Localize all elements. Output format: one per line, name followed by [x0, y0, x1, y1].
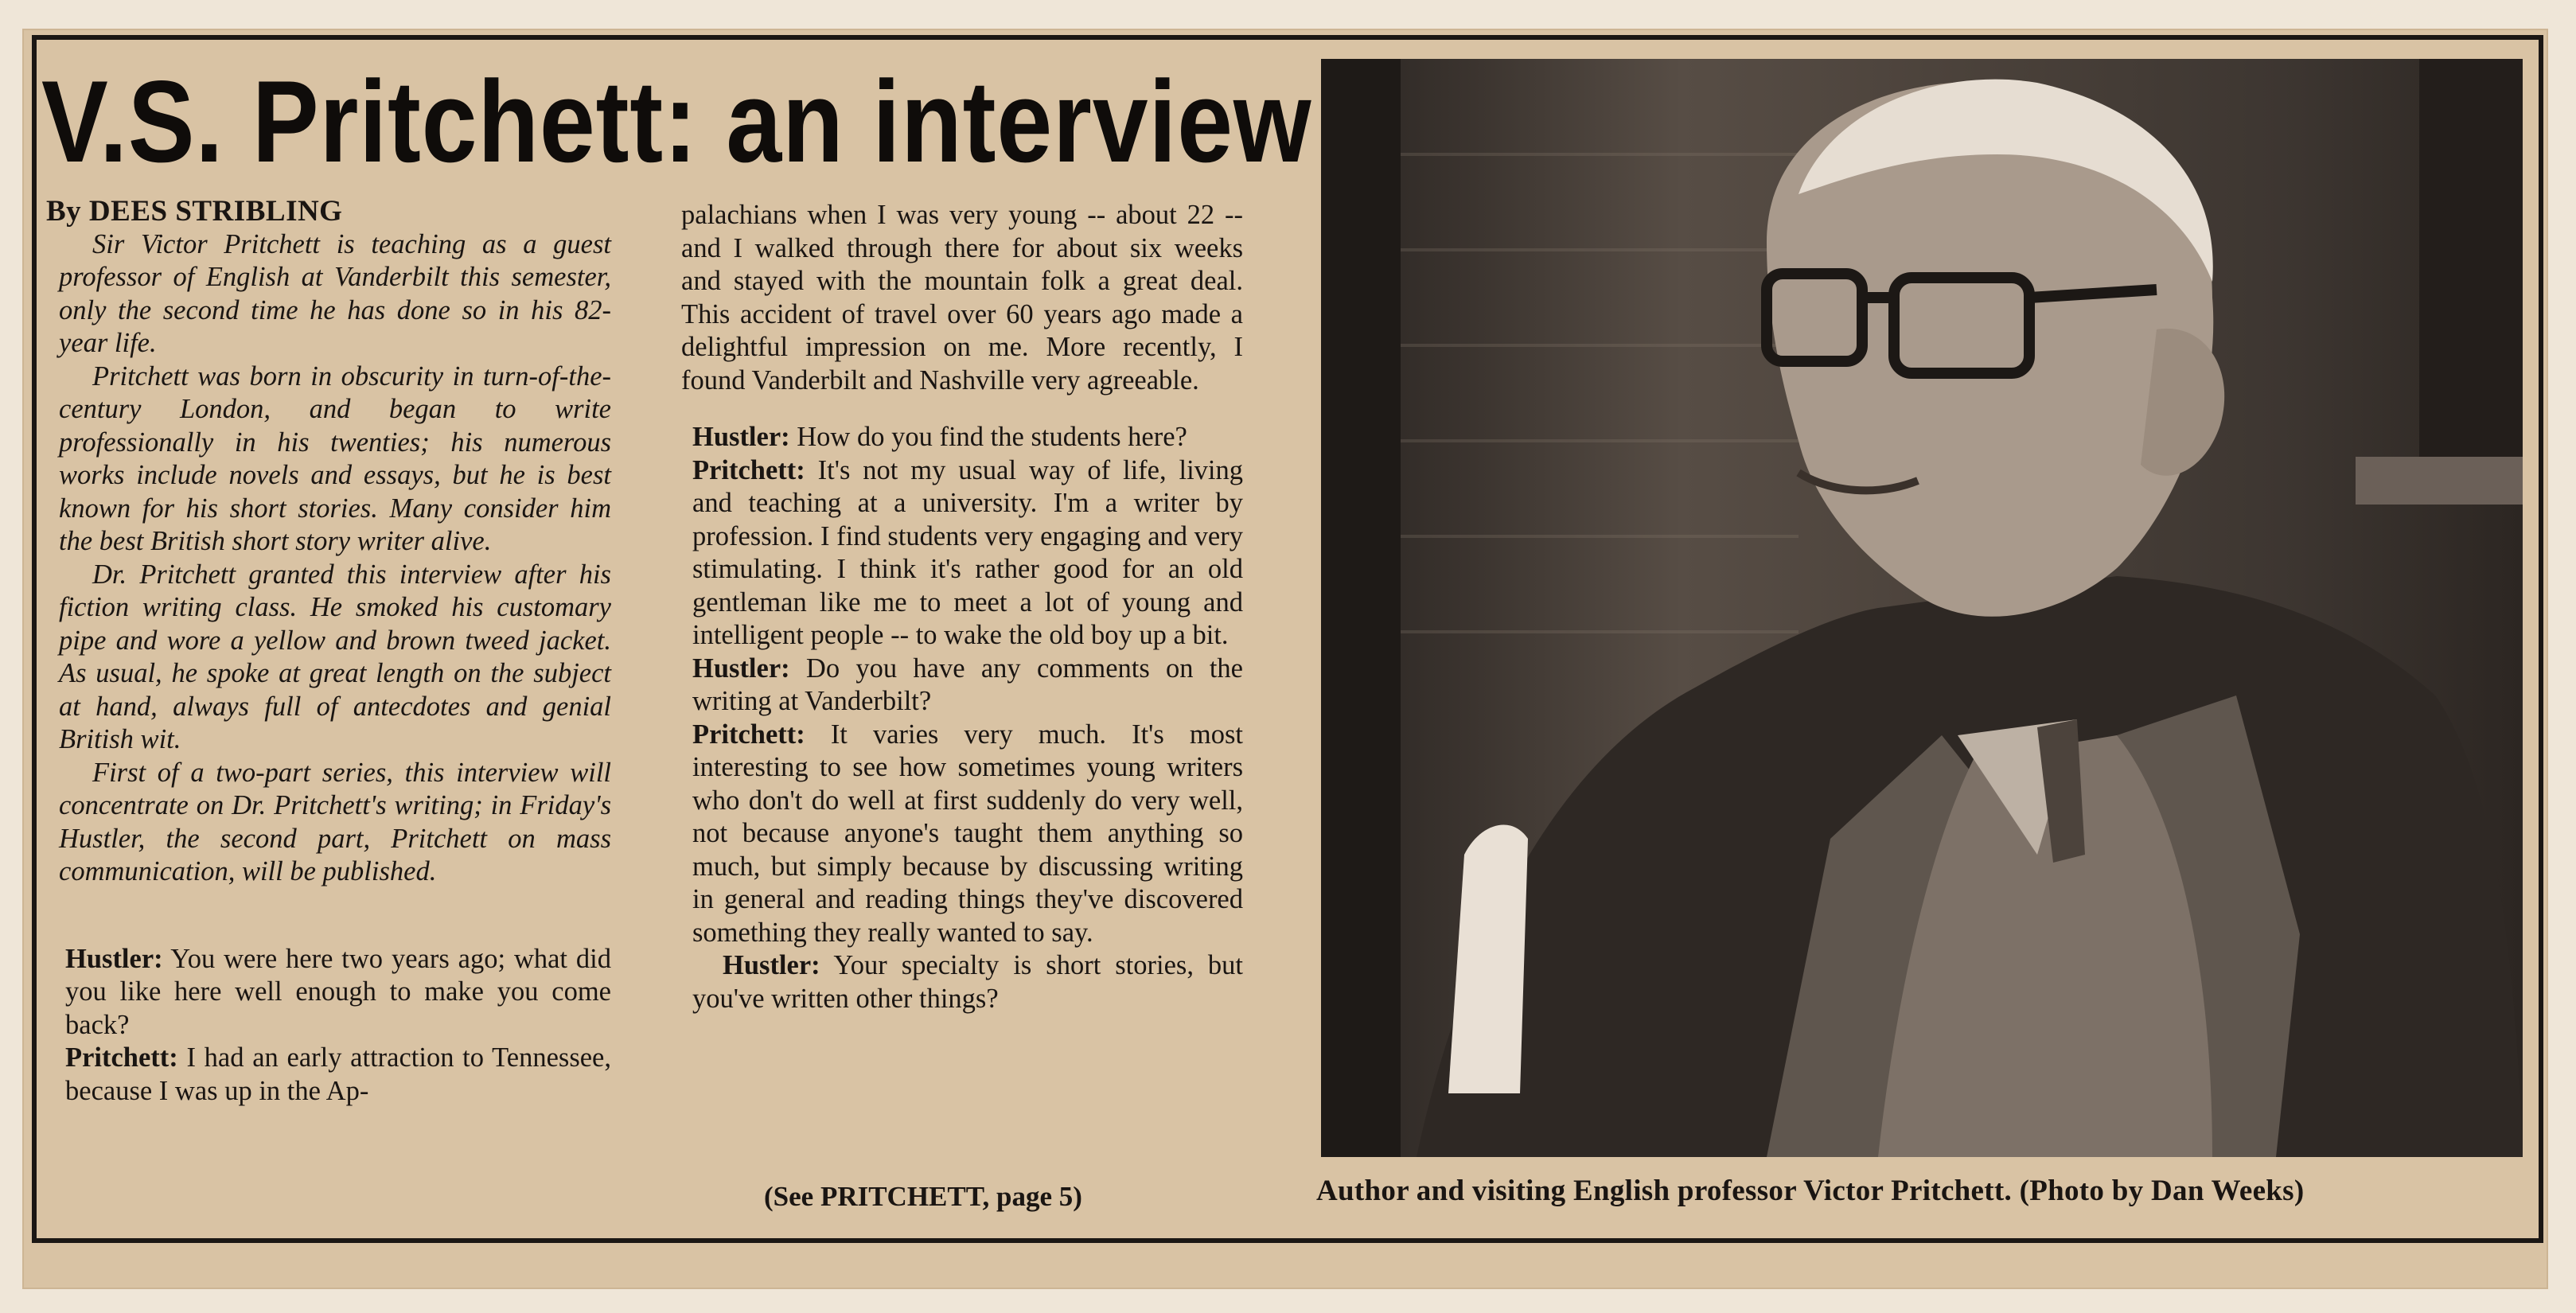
qa-continued-text: palachians when I was very young -- about 22 -- and I walked through there for about six weeks and stayed with the mountain folk a great deal. This accident of travel over 60 years ago made a delightful impression on me. More recently, I found Vanderbilt and Nashville very agreeable. — [681, 200, 1243, 395]
qa-paragraph — [667, 949, 1243, 1015]
author-photo — [1321, 59, 2523, 1157]
continuation-note: (See PRITCHETT, page 5) — [764, 1181, 1082, 1212]
qa-text: It varies very much. It's most interesting to see how sometimes young writers who don't do well at first suddenly do very well, not because anyone's taught them anything so much, but simply because by discussing writing in general and reading things they've discovered something they really wanted to say. — [692, 719, 1243, 948]
qa-text: I had an early attraction to Tennessee, because I was up in the Ap- — [65, 1042, 611, 1106]
speaker-label: Pritchett: — [692, 454, 805, 485]
intro-paragraph: Dr. Pritchett granted this interview after his fiction writing class. He smoked his customary pipe and wore a yellow and brown tweed jacket. As usual, he spoke at great length on the subject at hand, always full of antecdotes and genial British wit. — [59, 559, 611, 754]
speaker-label: Hustler: — [65, 943, 163, 974]
qa-paragraph — [667, 653, 1243, 719]
article-column-2 — [667, 199, 1243, 1015]
intro-paragraph: First of a two-part series, this interview will concentrate on Dr. Pritchett's writing; in Friday's Hustler, the second part, Pritchett on mass communication, will be published. — [59, 757, 611, 886]
qa-paragraph — [667, 454, 1243, 653]
author-portrait-illustration — [1321, 59, 2523, 1157]
qa-paragraph — [40, 943, 611, 1042]
qa-paragraph — [40, 1042, 611, 1108]
qa-text: Do you have any comments on the writing at Vanderbilt? — [692, 653, 1243, 716]
speaker-label: Hustler: — [692, 422, 790, 452]
photo-caption: Author and visiting English professor Victor Pritchett. (Photo by Dan Weeks) — [1316, 1175, 2305, 1207]
speaker-label: Pritchett: — [65, 1042, 178, 1073]
qa-text: You were here two years ago; what did you like here well enough to make you come back? — [65, 943, 611, 1040]
speaker-label: Pritchett: — [692, 719, 805, 750]
qa-paragraph — [667, 719, 1243, 950]
qa-text: It's not my usual way of life, living and teaching at a university. I'm a writer by profession. I find students very engaging and very stimulating. I think it's rather good for an old gentleman like me to meet a lot of young and intelligent people -- to wake the old boy up a bit. — [692, 454, 1243, 650]
qa-paragraph — [667, 421, 1243, 454]
byline: By DEES STRIBLING — [46, 195, 343, 228]
speaker-label: Hustler: — [692, 653, 790, 684]
headline: V.S. Pritchett: an interview — [41, 56, 1312, 186]
article-intro — [40, 228, 611, 889]
qa-text: How do you find the students here? — [789, 422, 1187, 452]
intro-paragraph: Pritchett was born in obscurity in turn-of-the-century London, and began to write professionally in his twenties; his numerous works include novels and essays, but he is best known for his short stories. Many consider him the best British short story writer alive. — [59, 360, 611, 556]
qa-text: Your specialty is short stories, but you've written other things? — [692, 950, 1243, 1014]
article-column-1 — [40, 195, 611, 1108]
speaker-label: Hustler: — [723, 950, 820, 980]
intro-paragraph: Sir Victor Pritchett is teaching as a guest professor of English at Vanderbilt this semester, only the second time he has done so in his 82-year life. — [59, 228, 611, 358]
